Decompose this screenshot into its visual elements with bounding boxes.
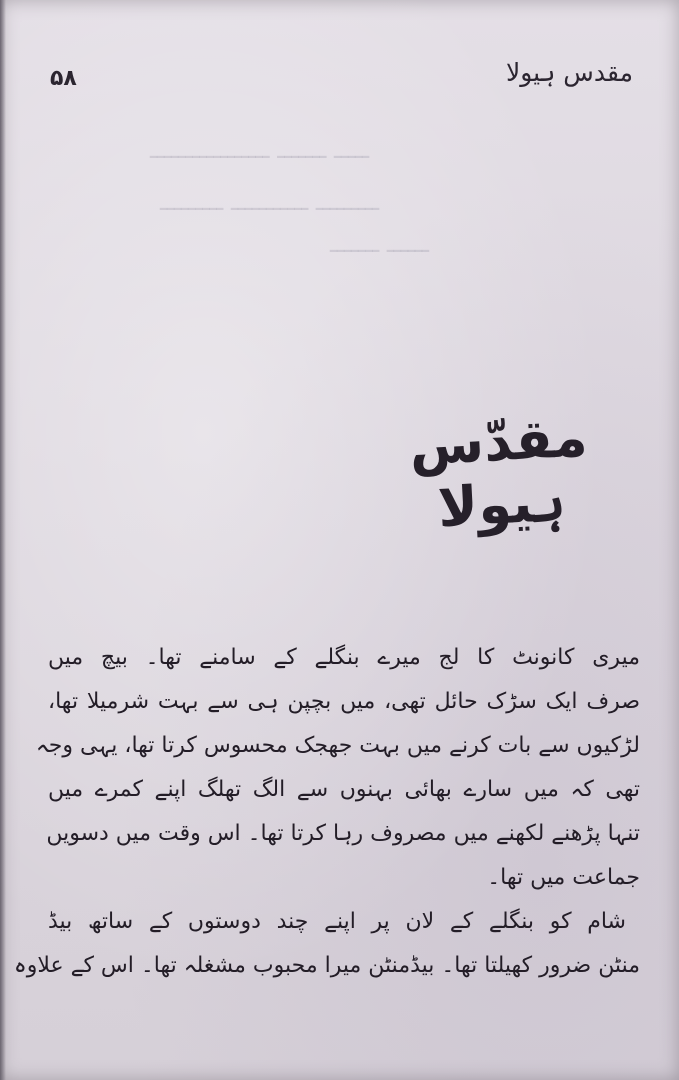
text-line: تھی کہ میں سارے بھائی بہنوں سے الگ تھلگ اپنے کمرے میں [48, 777, 640, 802]
text-line: میری کانونٹ کا لج میرے بنگلے کے سامنے تھا۔ بیچ میں [48, 645, 640, 670]
story-title: مقدّس ہیولا [407, 405, 589, 540]
text-line: شام کو بنگلے کے لان پر اپنے چند دوستوں کے ساتھ بیڈ [48, 909, 626, 934]
text-line: منٹن ضرور کھیلتا تھا۔ بیڈمنٹن میرا محبوب مشغلہ تھا۔ اس کے علاوہ [13, 953, 640, 978]
text-line: تنہا پڑھنے لکھنے میں مصروف رہا کرتا تھا۔ اس وقت میں دسویں [46, 821, 640, 846]
body-text [13, 636, 640, 988]
bleed-through-text: ـــــــــــــــــ ـــــــ ـــــ [150, 136, 370, 164]
text-line: جماعت میں تھا۔ [487, 865, 640, 890]
text-line: لڑکیوں سے بات کرنے میں بہت جھجک محسوس کرتا تھا، یہی وجہ [35, 733, 640, 758]
bleed-through-text: ـــــــــ ـــــــــــ ـــــــــ [160, 188, 380, 216]
text-line: صرف ایک سڑک حائل تھی، میں بچپن ہی سے بہت شرمیلا تھا، [48, 689, 640, 714]
running-header: مقدس ہیولا [506, 58, 633, 87]
bleed-through-text: ـــــــ ــــــ [330, 230, 430, 258]
page-spine-shadow [0, 0, 6, 1080]
page-number: ۵۸ [50, 66, 77, 91]
